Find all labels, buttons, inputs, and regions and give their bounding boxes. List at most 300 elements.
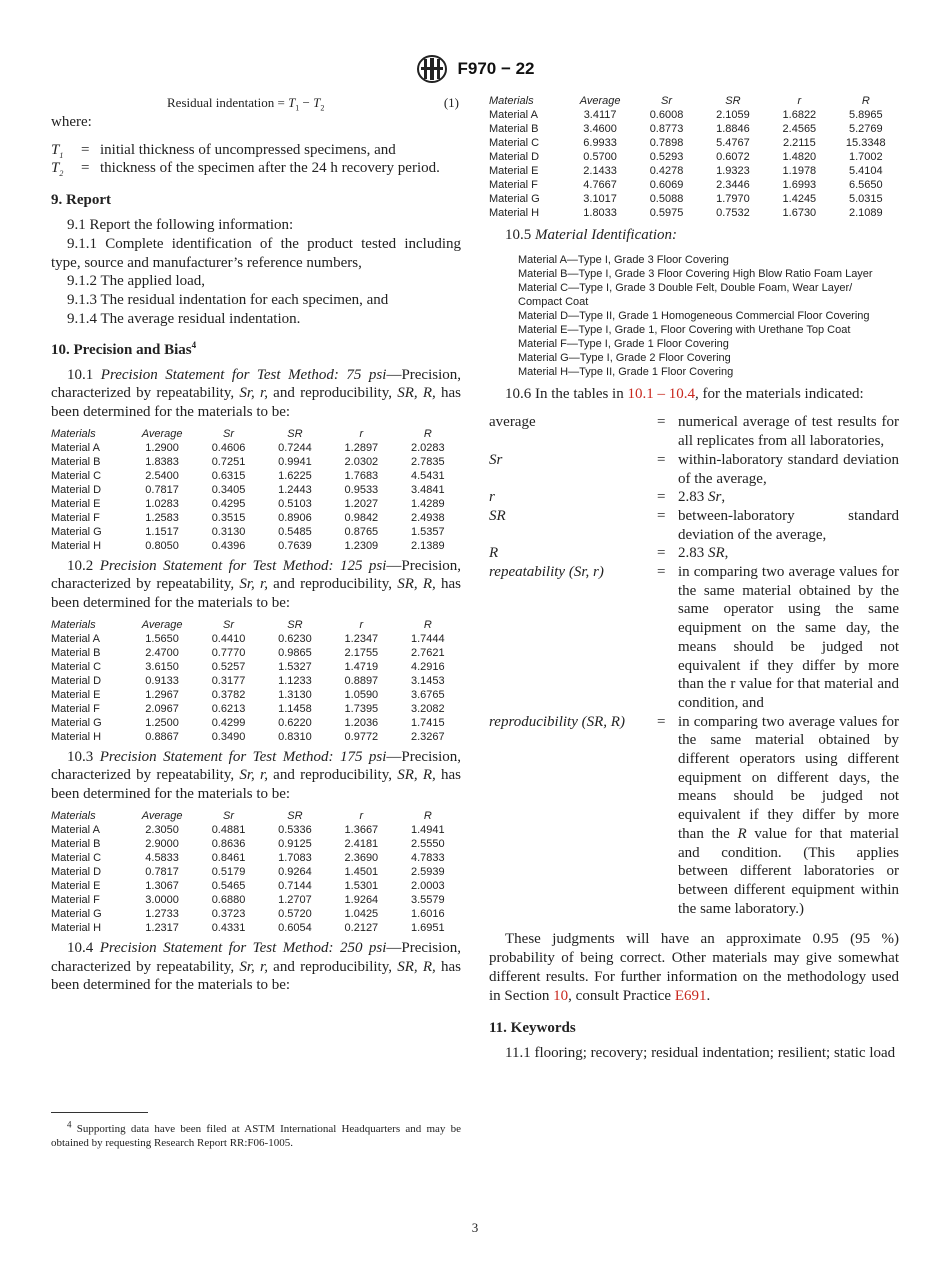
table-cell: Material C: [51, 469, 102, 482]
table-cell: 2.1755: [344, 646, 379, 659]
table-cell: 1.2027: [344, 497, 379, 510]
table-row: [489, 108, 899, 122]
table-cell: 4.7833: [410, 851, 445, 864]
table-cell: 5.4767: [716, 137, 750, 149]
table-cell: 1.7444: [410, 632, 445, 645]
table-cell: 0.3490: [211, 730, 246, 743]
table-cell: 2.1089: [848, 207, 883, 219]
precision-table-175psi: [51, 809, 461, 935]
table-row: [51, 893, 461, 907]
footnote-rule: [51, 1112, 148, 1113]
glossary-row: R = 2.83 SR,: [489, 545, 729, 562]
table-cell: 1.4820: [782, 151, 817, 163]
table-cell: Material E: [489, 165, 539, 177]
table-cell: 0.5720: [278, 907, 312, 920]
column-header: SR: [287, 809, 303, 822]
table-cell: Material D: [51, 483, 102, 496]
table-cell: 0.8765: [344, 525, 379, 538]
table-cell: 1.2309: [344, 539, 379, 552]
table-row: [489, 122, 899, 136]
table-cell: 0.9125: [278, 837, 312, 850]
table-cell: 0.5257: [211, 660, 246, 673]
table-cell: Material H: [489, 207, 540, 219]
section-link-10-1-10-4[interactable]: 10.1 – 10.4: [627, 385, 695, 402]
table-row: [489, 192, 899, 206]
table-cell: 0.3177: [211, 674, 246, 687]
column-header: r: [359, 618, 364, 631]
table-cell: 0.4278: [649, 165, 684, 177]
table-cell: Material D: [51, 865, 102, 878]
column-header: Materials: [51, 618, 96, 631]
para-10-4: 10.4 Precision Statement for Test Method: 250 psi—Precision, characterized by repeatability, Sr, r, and reproducibility, SR, R, has been determined for the materials to be:: [51, 939, 462, 994]
table-cell: 2.7835: [410, 455, 445, 468]
table-cell: 0.5179: [211, 865, 246, 878]
table-cell: 1.2900: [145, 441, 179, 454]
list-item: Material C—Type I, Grade 3 Double Felt, Double Foam, Wear Layer/ Compact Coat: [518, 281, 853, 308]
table-cell: 4.5833: [145, 851, 179, 864]
table-cell: 1.6993: [782, 179, 817, 191]
table-cell: 0.5465: [211, 879, 246, 892]
table-cell: 2.5939: [410, 865, 445, 878]
column-header: Average: [141, 809, 183, 822]
table-cell: Material H: [51, 921, 102, 934]
para-9-1-2: 9.1.2 The applied load,: [67, 273, 206, 290]
table-cell: 2.4565: [782, 123, 817, 135]
page-number: 3: [471, 1220, 479, 1235]
para-9-1-1: 9.1.1 Complete identification of the product tested including type, source and manufacturer’s reference numbers,: [51, 236, 461, 271]
table-cell: 1.1233: [278, 674, 312, 687]
table-row: [51, 716, 461, 730]
table-header-row: [51, 618, 461, 632]
table-cell: 0.5293: [649, 151, 684, 163]
table-row: [489, 206, 899, 220]
column-header: r: [797, 95, 802, 107]
table-cell: 0.8897: [344, 674, 379, 687]
column-header: SR: [287, 427, 303, 440]
table-cell: 0.5700: [583, 151, 617, 163]
table-cell: 3.4841: [410, 483, 445, 496]
table-cell: 1.6730: [782, 207, 817, 219]
table-cell: 1.0425: [344, 907, 379, 920]
table-row: [489, 150, 899, 164]
table-cell: 0.7817: [145, 865, 179, 878]
table-cell: 1.5327: [278, 660, 312, 673]
table-cell: 3.5579: [410, 893, 445, 906]
table-row: [489, 164, 899, 178]
table-cell: 1.4245: [782, 193, 817, 205]
table-cell: 1.5301: [344, 879, 379, 892]
table-cell: 1.2583: [145, 511, 179, 524]
para-10-5: 10.5 Material Identification:: [505, 227, 678, 243]
table-cell: 1.5650: [145, 632, 179, 645]
column-header: Sr: [223, 618, 235, 631]
table-cell: 1.0283: [145, 497, 179, 510]
table-cell: 0.3405: [211, 483, 246, 496]
table-cell: 0.6880: [211, 893, 246, 906]
table-cell: 2.3690: [344, 851, 379, 864]
table-cell: Material A: [51, 632, 100, 645]
table-cell: 1.2500: [145, 716, 179, 729]
table-cell: 0.6230: [278, 632, 312, 645]
column-header: R: [861, 95, 870, 107]
table-cell: 1.6225: [278, 469, 312, 482]
column-header: Average: [579, 95, 621, 107]
table-cell: 4.7667: [583, 179, 617, 191]
para-9-1-4: 9.1.4 The average residual indentation.: [67, 310, 301, 327]
table-cell: Material A: [51, 823, 100, 836]
table-cell: 1.9323: [716, 165, 750, 177]
table-cell: 5.2769: [848, 123, 883, 135]
table-cell: 0.8906: [278, 511, 312, 524]
table-cell: 2.2115: [782, 137, 816, 149]
list-item: Material A—Type I, Grade 3 Floor Covering: [518, 253, 729, 266]
table-cell: 0.9133: [145, 674, 179, 687]
table-cell: 0.9772: [344, 730, 379, 743]
table-cell: 2.4181: [344, 837, 379, 850]
table-cell: 1.1978: [782, 165, 817, 177]
glossary-row: SR = between-laboratory standard deviation of the average,: [489, 507, 899, 543]
page-header: [0, 54, 950, 84]
table-cell: 0.8050: [145, 539, 179, 552]
list-item: Material G—Type I, Grade 2 Floor Covering: [518, 351, 731, 364]
table-cell: 2.0302: [344, 455, 379, 468]
table-cell: 1.4719: [344, 660, 379, 673]
table-header-row: [489, 94, 899, 108]
table-cell: 1.3667: [344, 823, 379, 836]
section-link-10[interactable]: 10: [553, 987, 569, 1004]
table-cell: 0.4299: [211, 716, 246, 729]
table-cell: Material B: [51, 455, 101, 468]
table-cell: 1.3067: [145, 879, 179, 892]
table-cell: 0.6072: [716, 151, 750, 163]
table-cell: 1.2707: [278, 893, 312, 906]
glossary-row: average = numerical average of test results for all replicates from all laboratories,: [489, 414, 899, 450]
table-row: [51, 837, 461, 851]
table-cell: 0.3782: [211, 688, 246, 701]
column-header: SR: [287, 618, 303, 631]
table-cell: 1.2733: [145, 907, 179, 920]
table-cell: 1.7415: [410, 716, 445, 729]
section-11-heading: 11. Keywords: [489, 1020, 576, 1037]
table-cell: 0.9865: [278, 646, 312, 659]
table-cell: 5.0315: [848, 193, 883, 205]
table-cell: 1.2347: [344, 632, 379, 645]
table-row: [51, 455, 461, 469]
table-cell: Material G: [51, 907, 102, 920]
table-cell: 0.3723: [211, 907, 246, 920]
table-cell: 2.1389: [410, 539, 445, 552]
where-label: where:: [51, 114, 92, 130]
table-cell: 0.3515: [211, 511, 246, 524]
table-cell: 0.5975: [649, 207, 684, 219]
table-cell: 1.2967: [145, 688, 179, 701]
table-cell: Material F: [51, 511, 100, 524]
table-cell: Material E: [51, 688, 101, 701]
table-cell: 0.5088: [649, 193, 684, 205]
table-row: [51, 632, 461, 646]
table-header-row: [51, 427, 461, 441]
table-cell: Material F: [51, 893, 100, 906]
table-cell: 0.9842: [344, 511, 379, 524]
list-item: Material D—Type II, Grade 1 Homogeneous Commercial Floor Covering: [518, 309, 870, 322]
table-cell: 2.7621: [410, 646, 445, 659]
list-item: Material H—Type II, Grade 1 Floor Covering: [518, 365, 734, 378]
table-row: [51, 469, 461, 483]
table-cell: 3.6765: [410, 688, 445, 701]
table-cell: 0.5336: [278, 823, 312, 836]
table-cell: 5.8965: [848, 109, 883, 121]
table-row: [51, 907, 461, 921]
table-cell: 1.1517: [145, 525, 179, 538]
column-header: r: [359, 809, 364, 822]
column-header: Materials: [489, 95, 534, 107]
table-cell: 3.1453: [410, 674, 445, 687]
table-cell: Material G: [51, 716, 102, 729]
table-row: [51, 539, 461, 553]
table-cell: 0.4396: [211, 539, 246, 552]
table-row: [51, 525, 461, 539]
table-cell: 1.7002: [848, 151, 883, 163]
table-cell: Material C: [51, 851, 102, 864]
column-header: Average: [141, 618, 183, 631]
table-cell: 0.6069: [649, 179, 684, 191]
table-row: [51, 646, 461, 660]
equation-number: (1): [443, 95, 459, 110]
table-cell: 0.4331: [211, 921, 246, 934]
astm-logo: [415, 54, 449, 84]
table-cell: 0.7770: [211, 646, 246, 659]
practice-link-e691[interactable]: E691: [674, 987, 707, 1004]
term-glossary: [489, 413, 899, 918]
table-cell: 0.6054: [278, 921, 312, 934]
column-header: r: [359, 427, 364, 440]
table-row: [489, 178, 899, 192]
table-cell: 0.8461: [211, 851, 246, 864]
table-row: [51, 688, 461, 702]
para-9-1: 9.1 Report the following information:: [67, 217, 294, 234]
para-10-2: 10.2 Precision Statement for Test Method: 125 psi—Precision, characterized by repeatability, Sr, r, and reproducibility, SR, R, has been determined for the materials to be:: [51, 557, 462, 612]
table-cell: 2.0003: [410, 879, 445, 892]
material-identification-list: [489, 253, 899, 379]
table-cell: 1.2897: [344, 441, 379, 454]
table-cell: 0.8867: [145, 730, 179, 743]
table-cell: 1.7683: [344, 469, 379, 482]
table-cell: Material D: [489, 151, 540, 163]
table-cell: 0.6008: [649, 109, 684, 121]
column-header: R: [423, 809, 432, 822]
table-cell: 2.0283: [410, 441, 445, 454]
table-cell: 2.3050: [145, 823, 179, 836]
precision-table-125psi: [51, 618, 461, 744]
table-cell: 0.9264: [278, 865, 312, 878]
definition-row: $T_2$ = thickness of the specimen after the 24 h recovery period.: [51, 160, 440, 178]
table-cell: 0.9941: [278, 455, 312, 468]
table-cell: 2.5400: [145, 469, 179, 482]
column-header: Average: [141, 427, 183, 440]
table-row: [51, 865, 461, 879]
table-cell: Material A: [489, 109, 538, 121]
table-cell: 1.8383: [145, 455, 179, 468]
table-cell: 5.4104: [848, 165, 883, 177]
table-cell: 0.4410: [211, 632, 246, 645]
footnote-marker[interactable]: 4: [191, 339, 197, 350]
table-cell: 0.7244: [278, 441, 312, 454]
table-cell: 2.4700: [145, 646, 179, 659]
judgments-paragraph: These judgments will have an approximate 0.95 (95 %) probability of being correct. Other materials may give somewhat different results. For further information on the methodology used in Section 10, consult Practice E691.: [489, 931, 899, 1004]
table-cell: 0.4881: [211, 823, 246, 836]
table-cell: 2.0967: [145, 702, 179, 715]
glossary-row: r = 2.83 Sr,: [489, 489, 726, 506]
column-header: R: [423, 427, 432, 440]
table-cell: 1.4941: [410, 823, 445, 836]
table-cell: 1.8846: [716, 123, 750, 135]
table-cell: Material C: [489, 137, 540, 149]
table-cell: 0.8636: [211, 837, 246, 850]
table-cell: 1.1458: [278, 702, 312, 715]
table-cell: 1.7395: [344, 702, 379, 715]
table-row: [51, 851, 461, 865]
table-cell: 1.4501: [344, 865, 379, 878]
table-cell: Material F: [489, 179, 538, 191]
list-item: Material E—Type I, Grade 1, Floor Covering with Urethane Top Coat: [518, 323, 851, 336]
right-column: [489, 94, 899, 1063]
column-header: SR: [725, 95, 741, 107]
table-cell: 0.3130: [211, 525, 246, 538]
table-cell: 0.6220: [278, 716, 312, 729]
section-9-heading: 9. Report: [51, 192, 111, 209]
table-cell: 0.5485: [278, 525, 312, 538]
table-cell: Material C: [51, 660, 102, 673]
table-cell: Material B: [489, 123, 539, 135]
table-cell: 1.2036: [344, 716, 379, 729]
table-cell: 3.1017: [583, 193, 617, 205]
table-cell: 0.7817: [145, 483, 179, 496]
table-row: [51, 730, 461, 744]
table-cell: 2.4938: [410, 511, 445, 524]
table-row: [51, 660, 461, 674]
table-cell: 1.9264: [344, 893, 379, 906]
table-row: [51, 511, 461, 525]
table-cell: 3.4600: [583, 123, 617, 135]
table-cell: 0.7144: [278, 879, 312, 892]
column-header: Materials: [51, 427, 96, 440]
table-row: [51, 497, 461, 511]
equation-1: Residual indentation = $T_1 - T_2$ (1): [167, 95, 459, 113]
table-cell: 0.8773: [649, 123, 684, 135]
table-cell: 0.4295: [211, 497, 246, 510]
table-row: [51, 921, 461, 935]
table-cell: 0.7532: [716, 207, 750, 219]
table-cell: 1.4289: [410, 497, 445, 510]
column-header: R: [423, 618, 432, 631]
column-header: Sr: [223, 427, 235, 440]
para-9-1-3: 9.1.3 The residual indentation for each specimen, and: [67, 292, 389, 309]
table-row: [51, 823, 461, 837]
table-row: [51, 879, 461, 893]
table-cell: 2.1433: [583, 165, 617, 177]
table-cell: 0.6213: [211, 702, 246, 715]
list-item: Material F—Type I, Grade 1 Floor Covering: [518, 337, 729, 350]
table-cell: 4.2916: [410, 660, 445, 673]
table-cell: Material G: [489, 193, 540, 205]
list-item: Material B—Type I, Grade 3 Floor Covering High Blow Ratio Foam Layer: [518, 267, 873, 280]
table-cell: Material B: [51, 646, 101, 659]
table-row: [51, 674, 461, 688]
table-cell: Material A: [51, 441, 100, 454]
glossary-row: repeatability (Sr, r) = in comparing two average values for the same material obtained by the same operator using the same equipment on the same day, the means should be judged not equivalent if they differ by more than the r value for that material and condition, and: [489, 564, 899, 711]
table-cell: 3.4117: [583, 109, 617, 121]
table-cell: 4.5431: [410, 469, 445, 482]
table-cell: 1.3130: [278, 688, 312, 701]
table-cell: 3.2082: [410, 702, 445, 715]
standard-designation: F970 − 22: [457, 59, 535, 78]
para-10-1: 10.1 Precision Statement for Test Method: 75 psi—Precision, characterized by repeatability, Sr, r, and reproducibility, SR, R, has been determined for the materials to be:: [51, 366, 462, 420]
glossary-row: Sr = within-laboratory standard deviation of the average,: [489, 451, 899, 487]
column-header: Materials: [51, 809, 96, 822]
glossary-row: reproducibility (SR, R) = in comparing two average values for the same material obtained by different operators using different equipment on different days, the means should be judged not equivalent if they differ by more than the R value for that material and condition. (This applies between different laboratories or between different equipment within the same laboratory.): [489, 713, 899, 917]
table-cell: 1.6951: [410, 921, 445, 934]
table-cell: 0.7898: [649, 137, 684, 149]
table-row: [489, 136, 899, 150]
left-column: [51, 94, 461, 995]
table-cell: 15.3348: [845, 137, 886, 149]
table-cell: 1.2443: [278, 483, 312, 496]
table-cell: 1.8033: [583, 207, 617, 219]
table-cell: 0.8310: [278, 730, 312, 743]
precision-table-75psi: [51, 427, 461, 553]
variable-definitions: [51, 141, 461, 178]
precision-table-250psi: [489, 94, 899, 220]
table-cell: Material B: [51, 837, 101, 850]
para-10-3: 10.3 Precision Statement for Test Method: 175 psi—Precision, characterized by repeatability, Sr, r, and reproducibility, SR, R, has been determined for the materials to be:: [51, 748, 462, 803]
table-cell: 6.5650: [848, 179, 883, 191]
table-cell: 1.2317: [145, 921, 179, 934]
table-row: [51, 441, 461, 455]
table-cell: 0.7639: [278, 539, 312, 552]
section-10-heading: 10. Precision and Bias$^4$: [51, 339, 197, 358]
table-cell: 1.6016: [410, 907, 445, 920]
table-cell: 0.5103: [278, 497, 312, 510]
table-cell: 3.0000: [145, 893, 179, 906]
table-cell: 0.7251: [211, 455, 246, 468]
table-cell: 1.7083: [278, 851, 312, 864]
para-11-1: 11.1 flooring; recovery; residual indentation; resilient; static load: [505, 1045, 896, 1062]
table-cell: 0.9533: [344, 483, 379, 496]
table-cell: Material F: [51, 702, 100, 715]
table-cell: 6.9933: [583, 137, 617, 149]
table-cell: Material G: [51, 525, 102, 538]
table-row: [51, 702, 461, 716]
table-cell: 1.6822: [782, 109, 817, 121]
table-cell: Material D: [51, 674, 102, 687]
table-cell: Material E: [51, 497, 101, 510]
table-cell: Material H: [51, 539, 102, 552]
table-header-row: [51, 809, 461, 823]
definition-row: $T_1$ = initial thickness of uncompressed specimens, and: [51, 141, 396, 160]
footnote: $^4$ Supporting data have been filed at ASTM International Headquarters and may be obtained by requesting Research Report RR:F06-1005.: [51, 1112, 461, 1150]
table-cell: Material H: [51, 730, 102, 743]
table-cell: 2.3446: [716, 179, 750, 191]
table-cell: 2.5550: [410, 837, 445, 850]
table-cell: 2.1059: [716, 109, 750, 121]
table-cell: Material E: [51, 879, 101, 892]
table-cell: 2.9000: [145, 837, 179, 850]
table-cell: 0.6315: [211, 469, 246, 482]
table-cell: 0.2127: [344, 921, 379, 934]
table-cell: 3.6150: [145, 660, 179, 673]
para-10-6: 10.6 In the tables in 10.1 – 10.4, for the materials indicated:: [505, 385, 864, 402]
table-cell: 1.5357: [410, 525, 445, 538]
